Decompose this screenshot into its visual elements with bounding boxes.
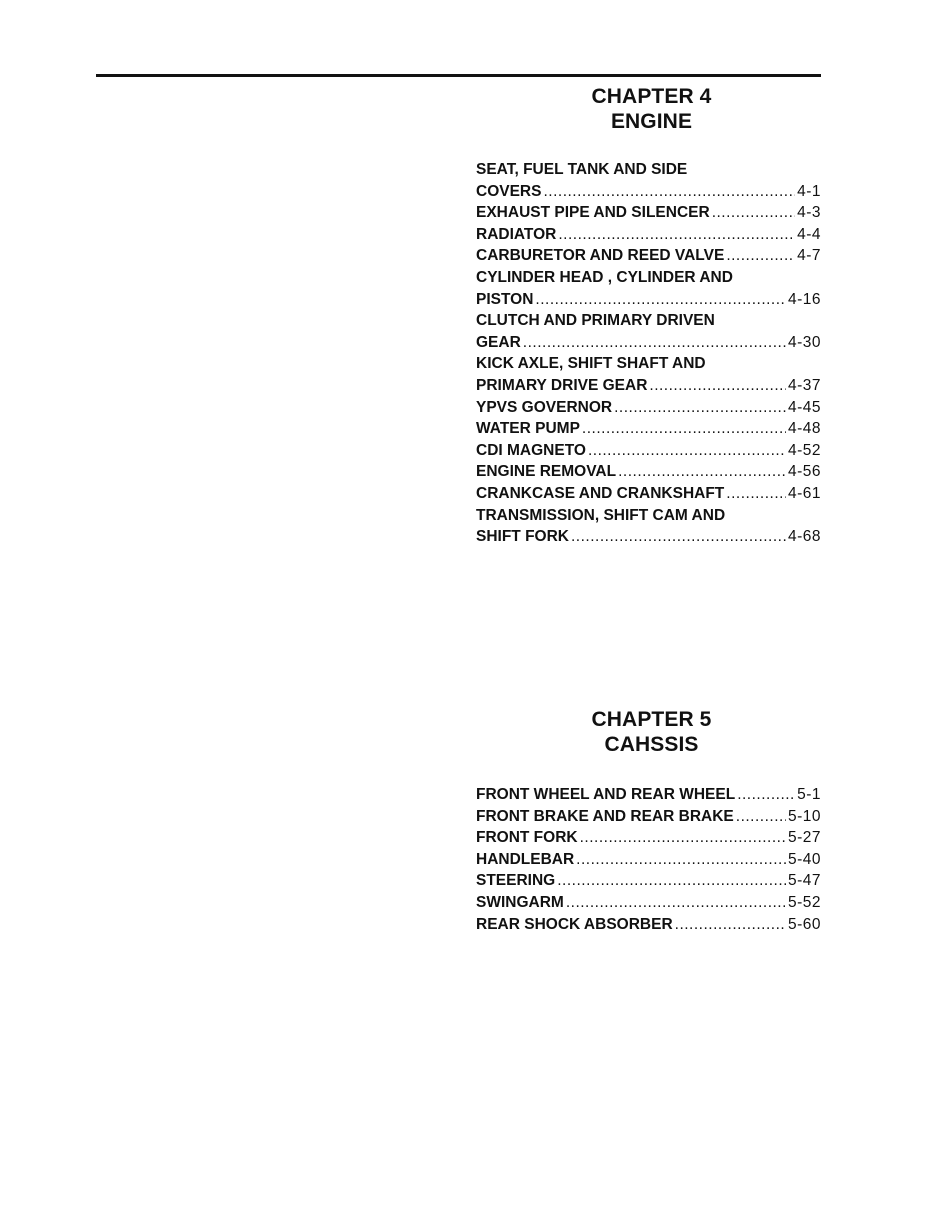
dot-leader: [523, 332, 786, 354]
toc-entry[interactable]: [476, 870, 821, 892]
dot-leader: [726, 483, 786, 505]
toc-entry[interactable]: [476, 159, 821, 202]
toc-entry-title: FRONT BRAKE AND REAR BRAKE: [476, 807, 734, 825]
toc-entry-title: FRONT FORK: [476, 829, 578, 847]
toc-entry[interactable]: [476, 224, 821, 246]
dot-leader: [712, 202, 795, 224]
toc-entry-title-line1: CLUTCH AND PRIMARY DRIVEN: [476, 312, 715, 330]
toc-entry-title: WATER PUMP: [476, 420, 580, 438]
toc-entry-page-number: 5-47: [787, 872, 821, 890]
toc-entry-title: COVERS: [476, 182, 542, 200]
chapter-4-heading: [482, 84, 821, 134]
dot-leader: [614, 397, 786, 419]
toc-entry-page-number: 4-37: [787, 376, 821, 394]
chapter-5-number: CHAPTER 5: [591, 708, 712, 731]
toc-entry-title: SHIFT FORK: [476, 528, 569, 546]
toc-entry-title: EXHAUST PIPE AND SILENCER: [476, 204, 710, 222]
dot-leader: [580, 827, 786, 849]
dot-leader: [543, 181, 795, 203]
toc-entry-title: FRONT WHEEL AND REAR WHEEL: [476, 786, 736, 803]
dot-leader: [571, 526, 786, 548]
chapter-4-number: CHAPTER 4: [591, 85, 712, 108]
toc-entry-page-number: 4-7: [797, 247, 821, 265]
toc-entry[interactable]: [476, 892, 821, 914]
toc-entry[interactable]: [476, 914, 821, 936]
toc-entry-page-number: 4-45: [787, 398, 821, 416]
dot-leader: [557, 870, 786, 892]
toc-entry-title: YPVS GOVERNOR: [476, 398, 613, 416]
toc-entry-title: PISTON: [476, 290, 534, 308]
toc-entry[interactable]: [476, 245, 821, 267]
dot-leader: [588, 440, 786, 462]
toc-entry[interactable]: [476, 267, 821, 310]
toc-entry-title: CRANKCASE AND CRANKSHAFT: [476, 484, 725, 502]
toc-entry-page-number: 4-30: [787, 333, 821, 351]
dot-leader: [737, 784, 795, 806]
toc-entry-title: HANDLEBAR: [476, 850, 575, 868]
chapter-5-heading: [482, 707, 821, 757]
toc-entry[interactable]: [476, 310, 821, 353]
toc-entry-title: GEAR: [476, 333, 521, 351]
chapter-5-section: [476, 707, 821, 935]
chapter-5-toc: [476, 784, 821, 935]
chapter-4-toc: [476, 159, 821, 548]
toc-entry-page-number: 5-40: [787, 850, 821, 868]
dot-leader: [726, 245, 795, 267]
toc-entry-page-number: 5-10: [787, 807, 821, 825]
toc-entry-page-number: 5-1: [797, 786, 821, 803]
toc-entry[interactable]: [476, 353, 821, 396]
toc-entry-title: CARBURETOR AND REED VALVE: [476, 247, 725, 265]
top-rule: [96, 74, 821, 77]
chapter-4-title: ENGINE: [610, 110, 693, 133]
toc-entry-page-number: 4-3: [797, 204, 821, 222]
dot-leader: [576, 849, 786, 871]
dot-leader: [618, 461, 786, 483]
toc-entry[interactable]: [476, 461, 821, 483]
toc-entry-title-line1: KICK AXLE, SHIFT SHAFT AND: [476, 355, 706, 373]
chapter-5-title: CAHSSIS: [604, 733, 699, 756]
toc-entry-page-number: 4-61: [787, 484, 821, 502]
toc-entry[interactable]: [476, 784, 821, 806]
toc-entry[interactable]: [476, 440, 821, 462]
toc-entry[interactable]: [476, 483, 821, 505]
toc-entry-title: CDI MAGNETO: [476, 441, 586, 459]
dot-leader: [649, 375, 786, 397]
toc-entry-page-number: 4-52: [787, 441, 821, 459]
dot-leader: [582, 418, 786, 440]
dot-leader: [736, 806, 786, 828]
toc-entry-page-number: 5-52: [787, 893, 821, 911]
toc-entry-title-line1: SEAT, FUEL TANK AND SIDE: [476, 161, 688, 178]
toc-entry[interactable]: [476, 397, 821, 419]
toc-entry-title: ENGINE REMOVAL: [476, 463, 617, 481]
toc-entry-title: PRIMARY DRIVE GEAR: [476, 376, 648, 394]
toc-entry[interactable]: [476, 202, 821, 224]
dot-leader: [675, 914, 786, 936]
toc-entry-title: REAR SHOCK ABSORBER: [476, 915, 673, 933]
toc-entry[interactable]: [476, 827, 821, 849]
toc-entry-page-number: 4-16: [787, 290, 821, 308]
toc-entry-title-line1: TRANSMISSION, SHIFT CAM AND: [476, 506, 726, 524]
dot-leader: [535, 289, 786, 311]
toc-entry-page-number: 4-48: [787, 420, 821, 438]
toc-entry-page-number: 4-4: [797, 225, 821, 243]
toc-entry-page-number: 4-56: [787, 463, 821, 481]
toc-entry-title: SWINGARM: [476, 893, 564, 911]
toc-entry-page-number: 5-27: [787, 829, 821, 847]
toc-entry-page-number: 4-1: [797, 182, 821, 200]
toc-entry[interactable]: [476, 505, 821, 548]
toc-entry-title-line1: CYLINDER HEAD , CYLINDER AND: [476, 268, 733, 286]
toc-entry-title: RADIATOR: [476, 225, 557, 243]
toc-entry[interactable]: [476, 849, 821, 871]
toc-entry[interactable]: [476, 418, 821, 440]
toc-entry-title: STEERING: [476, 872, 556, 890]
toc-entry-page-number: 5-60: [787, 915, 821, 933]
dot-leader: [558, 224, 795, 246]
toc-entry-page-number: 4-68: [787, 528, 821, 546]
dot-leader: [566, 892, 786, 914]
toc-entry[interactable]: [476, 806, 821, 828]
chapter-4-section: [476, 84, 821, 548]
